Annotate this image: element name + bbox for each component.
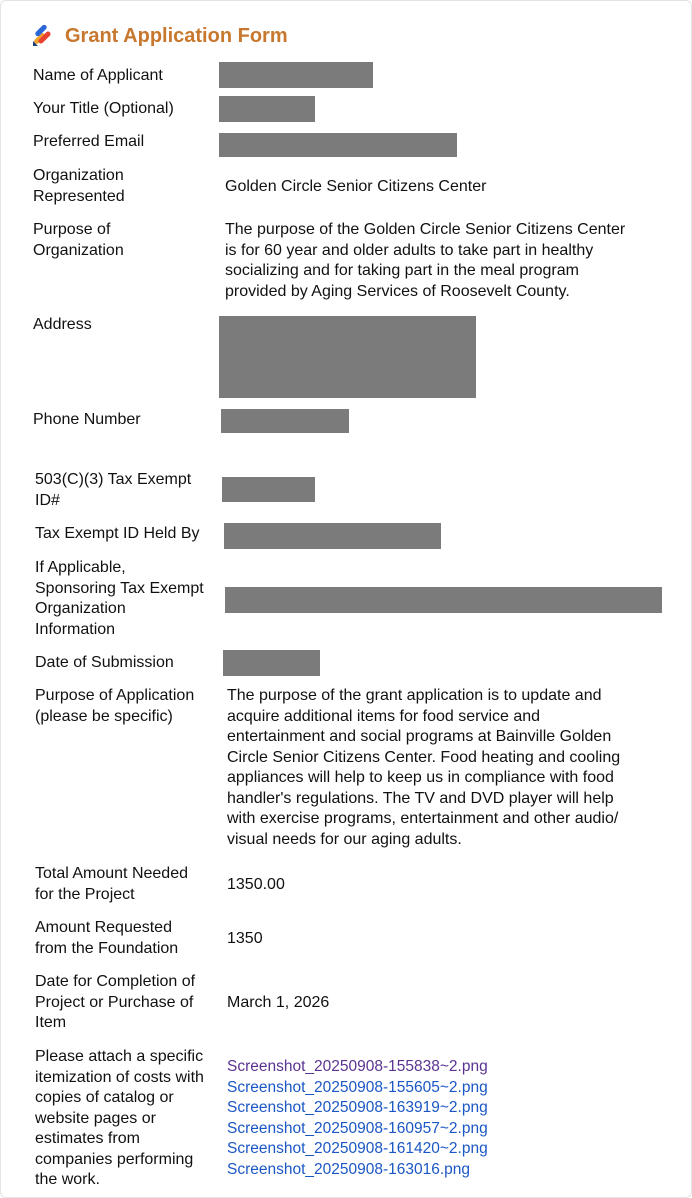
- label-organization-represented: Organization Represented: [33, 167, 125, 205]
- label-purpose-of-organization: Purpose of Organization: [33, 221, 124, 259]
- label-name-of-applicant: Name of Applicant: [33, 67, 163, 84]
- redacted-title: [219, 96, 315, 122]
- label-date-for-completion: Date for Completion of Project or Purchase of Item: [35, 973, 196, 1031]
- redacted-tax-held-by: [224, 523, 441, 549]
- form-title: Grant Application Form: [65, 24, 288, 47]
- label-tax-exempt-id: 503(C)(3) Tax Exempt ID#: [35, 471, 192, 509]
- value-date-for-completion: March 1, 2026: [227, 994, 330, 1011]
- attachment-link[interactable]: Screenshot_20250908-163919~2.png: [227, 1099, 488, 1116]
- attachment-link[interactable]: Screenshot_20250908-155605~2.png: [227, 1078, 488, 1096]
- label-preferred-email: Preferred Email: [33, 133, 145, 150]
- label-date-of-submission: Date of Submission: [35, 654, 174, 671]
- attachment-link[interactable]: Screenshot_20250908-161420~2.png: [227, 1140, 488, 1157]
- label-phone-number: Phone Number: [33, 411, 141, 428]
- value-organization: Golden Circle Senior Citizens Center: [225, 178, 487, 195]
- redacted-email: [219, 133, 457, 157]
- label-address: Address: [33, 316, 92, 333]
- redacted-name: [219, 62, 373, 88]
- label-your-title: Your Title (Optional): [33, 100, 174, 117]
- label-purpose-of-application: Purpose of Application (please be specific): [35, 687, 195, 725]
- label-tax-exempt-held-by: Tax Exempt ID Held By: [35, 525, 200, 542]
- value-purpose-of-application: The purpose of the grant application is to update and acquire additional items for food service and entertainment and social programs at Bainville Golden Circle Senior Citizens Center. Food heating and cooling appliances will help to keep us in compliance with food handler's regulations. The TV and DVD player will help with exercise programs, entertainment and other audio/ visual needs for our aging adults.: [227, 687, 621, 848]
- redacted-tax-id: [222, 477, 315, 502]
- redacted-address: [219, 316, 476, 398]
- redacted-date-of-submission: [223, 650, 320, 676]
- form-builder-logo-icon: [30, 23, 56, 49]
- label-sponsoring-organization: If Applicable, Sponsoring Tax Exempt Organization Information: [35, 559, 204, 638]
- label-amount-requested: Amount Requested from the Foundation: [35, 919, 179, 957]
- attachment-link[interactable]: Screenshot_20250908-163016.png: [227, 1160, 471, 1178]
- value-total-amount: 1350.00: [227, 876, 285, 893]
- value-amount-requested: 1350: [227, 930, 263, 947]
- redacted-sponsor-info: [225, 587, 662, 613]
- value-purpose-of-organization: The purpose of the Golden Circle Senior Citizens Center is for 60 year and older adults to take part in healthy socializing and for taking part in the meal program provided by Aging Services of Roosevelt County.: [225, 221, 626, 300]
- attachment-link[interactable]: Screenshot_20250908-155838~2.png: [227, 1058, 488, 1075]
- label-attach-itemization: Please attach a specific itemization of costs with copies of catalog or website pages or estimates from companies performing the work.: [35, 1048, 204, 1188]
- attachment-link[interactable]: Screenshot_20250908-160957~2.png: [227, 1119, 488, 1137]
- label-total-amount: Total Amount Needed for the Project: [35, 865, 188, 903]
- form-header: [30, 22, 288, 50]
- redacted-phone: [221, 409, 349, 433]
- attachment-list: [227, 1057, 488, 1180]
